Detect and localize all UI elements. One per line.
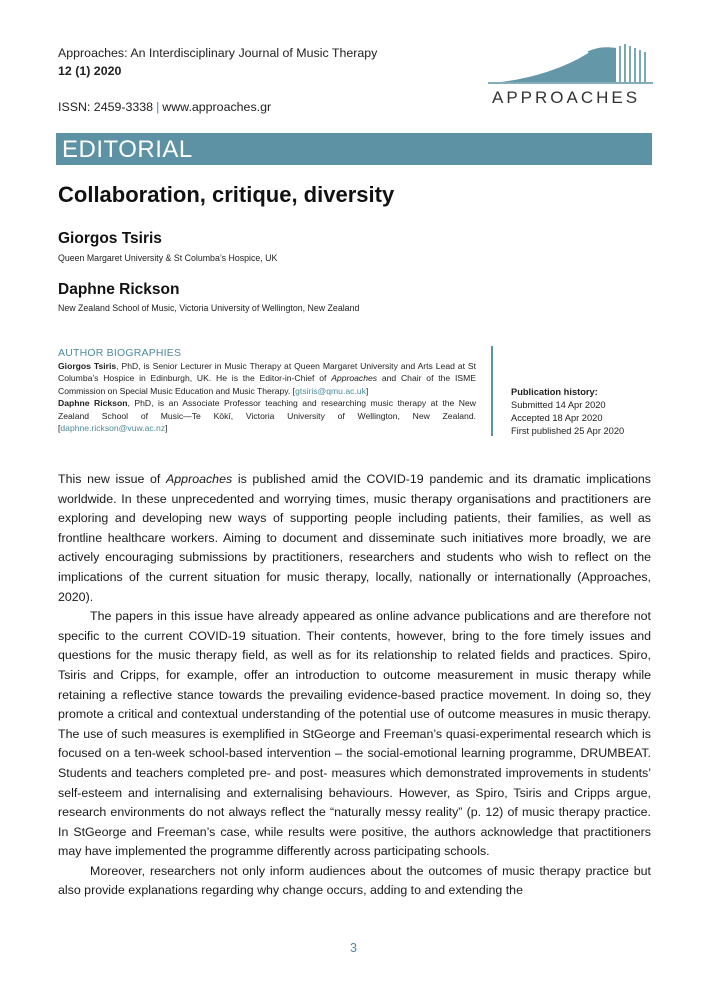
section-banner	[56, 133, 652, 165]
email-link[interactable]: daphne.rickson@vuw.ac.nz	[60, 423, 166, 434]
issn-separator: |	[156, 100, 160, 114]
journal-issue: 12 (1) 2020	[58, 64, 122, 78]
bio-heading: AUTHOR BIOGRAPHIES	[58, 347, 182, 359]
bio-text: ]	[365, 385, 369, 396]
author-biographies	[58, 360, 476, 434]
bio-italic: Approaches	[331, 373, 378, 384]
journal-italic: Approaches	[166, 472, 233, 486]
paragraph-text: This new issue of	[58, 472, 167, 486]
author-affiliation-rickson: New Zealand School of Music, Victoria University of Wellington, New Zealand	[58, 303, 360, 313]
page-number: 3	[350, 941, 357, 955]
published-date: First published 25 Apr 2020	[511, 426, 625, 436]
journal-name: Approaches: An Interdisciplinary Journal of Music Therapy	[58, 46, 378, 60]
author-name-rickson: Daphne Rickson	[58, 281, 180, 298]
approaches-logo	[478, 40, 658, 110]
bio-text: and Chair of the ISME Commission on Special Music Education and Music Therapy. [	[58, 373, 476, 396]
article-title: Collaboration, critique, diversity	[58, 182, 395, 207]
paragraph	[58, 470, 651, 607]
publication-history	[511, 386, 624, 438]
bio-text: ]	[165, 423, 168, 434]
email-link[interactable]: gtsiris@qmu.ac.uk	[295, 385, 366, 396]
logo-wave-icon	[488, 40, 658, 86]
publication-history-title: Publication history:	[511, 387, 598, 397]
journal-header	[58, 44, 377, 80]
issn-line	[58, 100, 271, 114]
bio-name: Daphne Rickson	[58, 398, 128, 409]
logo-text: APPROACHES	[492, 88, 641, 107]
website-link[interactable]: www.approaches.gr	[162, 100, 272, 114]
section-label: EDITORIAL	[62, 136, 193, 163]
author-name-tsiris: Giorgos Tsiris	[58, 230, 162, 247]
bio-divider	[491, 346, 493, 436]
bio-text: , PhD, is Senior Lecturer in Music Therapy at Queen Margaret University and Arts Lead at St Columba’s Hospice in Edinburgh, UK. He is the Editor-in-Chief of	[58, 361, 476, 384]
author-affiliation-tsiris: Queen Margaret University & St Columba’s Hospice, UK	[58, 253, 278, 263]
bio-rickson	[58, 397, 476, 434]
paragraph-text: is published amid the COVID-19 pandemic and its dramatic implications worldwide. In these unprecedented and worrying times, music therapy organisations and practitioners are exploring and developing new ways of supporting people including patients, their families, as well as frontline healthcare workers. Aiming to document and disseminate such initiatives more broadly, we are actively encouraging submissions by practitioners, researchers and students who wish to reflect on the implications of the current situation for music therapy, locally, nationally or internationally (Approaches, 2020).	[58, 472, 651, 604]
paragraph: Moreover, researchers not only inform audiences about the outcomes of music therapy practice but also provide explanations regarding why change occurs, adding to and extending the	[58, 863, 651, 898]
article-body	[58, 470, 651, 901]
bio-tsiris	[58, 360, 476, 397]
bio-text: , PhD, is an Associate Professor teaching and researching music therapy at the New Zealand School of Music—Te Kōkī, Victoria University of Wellington, New Zealand. [	[58, 398, 476, 434]
bio-name: Giorgos Tsiris	[58, 361, 117, 371]
issn: ISSN: 2459-3338	[58, 100, 154, 114]
paragraph: The papers in this issue have already appeared as online advance publications and are therefore not specific to the current COVID-19 situation. Their contents, however, bring to the fore timely issues and questions for the music therapy field, as well as for its relationship to related fields and practices. Spiro, Tsiris and Cripps, for example, offer an introduction to outcome measurement in music therapy while retaining a reflective stance towards the prevailing evidence-based practice movement. In doing so, they promote a critical and contextual understanding of the potential use of outcome measures in music therapy. The use of such measures is exemplified in StGeorge and Freeman’s quasi-experimental research which is focused on a ten-week school-based intervention – the social-emotional learning programme, DRUMBEAT. Students and teachers completed pre- and post- measures which demonstrated improvements in students’ self-esteem and internalising and externalising behaviours. However, as Spiro, Tsiris and Cripps argue, research environments do not always reflect the “naturally messy reality” (p. 12) of music therapy practice. In StGeorge and Freeman’s case, while results were positive, the authors acknowledge that practitioners may have implemented the programme differently across participating schools.	[58, 609, 651, 859]
submitted-date: Submitted 14 Apr 2020	[511, 400, 606, 410]
accepted-date: Accepted 18 Apr 2020	[511, 413, 603, 423]
